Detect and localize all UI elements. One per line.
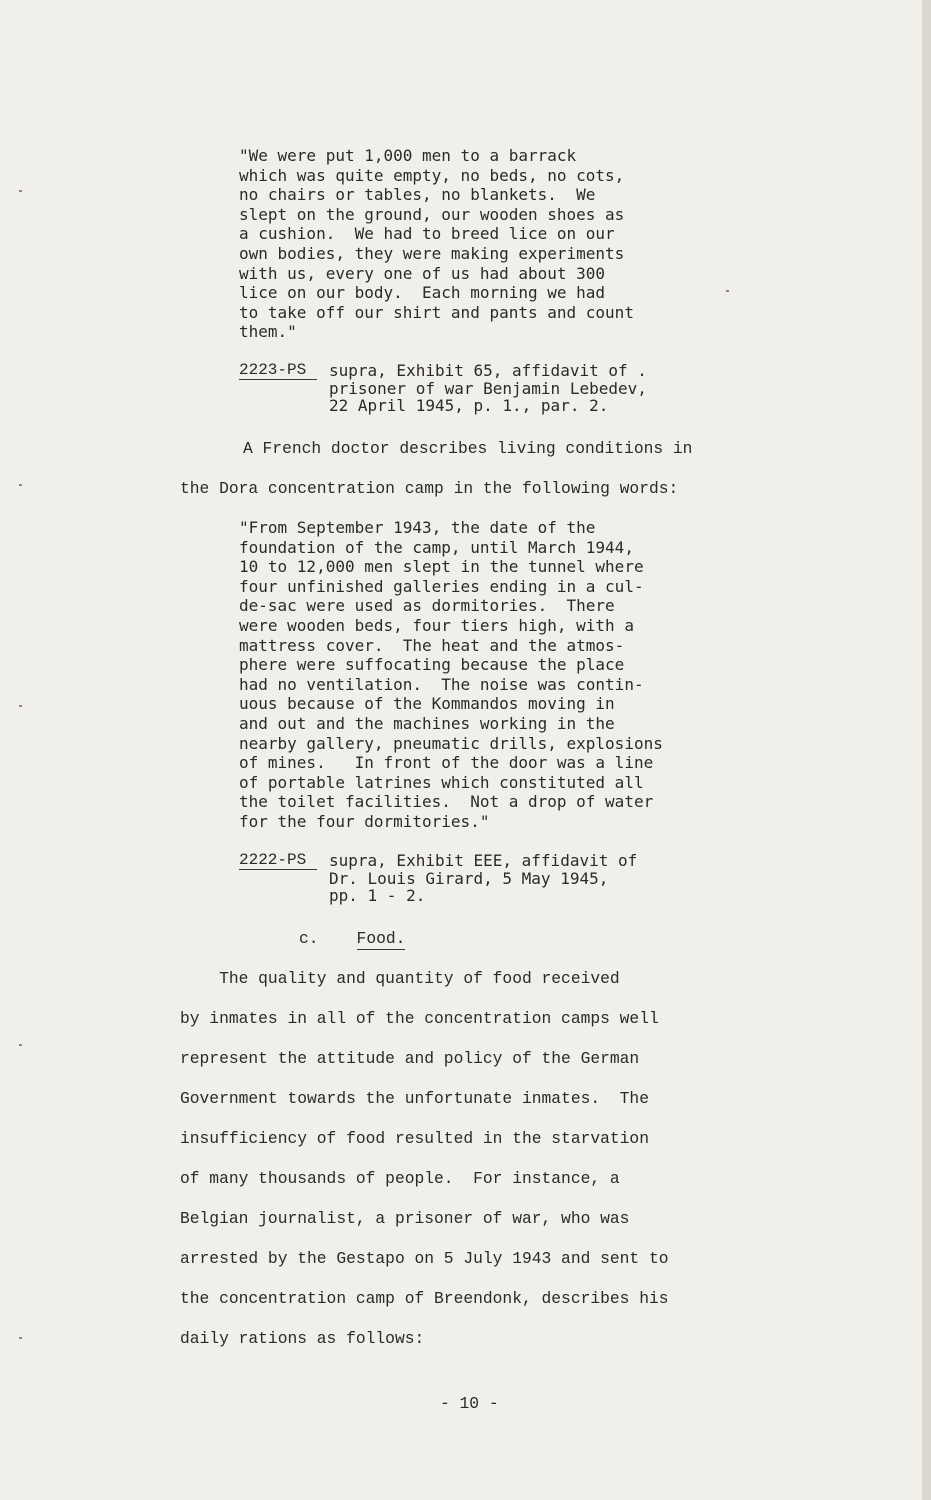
quote-line: "From September 1943, the date of the (239, 518, 596, 537)
quote-line: no chairs or tables, no blankets. We (239, 185, 596, 205)
margin-dot (19, 190, 22, 192)
quote-line: 10 to 12,000 men slept in the tunnel where (239, 557, 644, 577)
quote-line: of mines. In front of the door was a line (239, 753, 654, 773)
body-line: daily rations as follows: (180, 1329, 425, 1348)
quote-line: them." (239, 322, 297, 342)
citation-reference: 2222-PS (239, 852, 317, 870)
quote-line: lice on our body. Each morning we had (239, 283, 606, 303)
quote-line: uous because of the Kommandos moving in (239, 694, 615, 714)
quote-line: slept on the ground, our wooden shoes as (239, 204, 625, 224)
citation-line: supra, Exhibit 65, affidavit of . (329, 361, 647, 380)
section-heading (299, 929, 405, 950)
body-line: The quality and quantity of food received (180, 969, 620, 988)
margin-dot (19, 1044, 22, 1046)
citation-line: Dr. Louis Girard, 5 May 1945, (329, 868, 609, 888)
body-line: insufficiency of food resulted in the starvation (180, 1129, 649, 1148)
quote-line: were wooden beds, four tiers high, with a (239, 615, 634, 635)
quote-line: for the four dormitories." (239, 811, 490, 831)
citation-line: 22 April 1945, p. 1., par. 2. (329, 396, 609, 415)
citation-line: pp. 1 - 2. (329, 886, 426, 905)
body-line: represent the attitude and policy of the German (180, 1049, 640, 1068)
quote-line: foundation of the camp, until March 1944, (239, 537, 634, 557)
quote-line: a cushion. We had to breed lice on our (239, 224, 615, 244)
quote-line: which was quite empty, no beds, no cots, (239, 165, 625, 185)
body-line: Belgian journalist, a prisoner of war, who was (180, 1209, 630, 1228)
quote-girard (239, 518, 759, 832)
intro-line-1: A French doctor describes living conditions in (243, 439, 693, 458)
quote-line: "We were put 1,000 men to a barrack (239, 146, 577, 165)
intro-line-2: the Dora concentration camp in the following words: (180, 479, 679, 498)
quote-lebedev (239, 146, 759, 342)
citation-girard (239, 852, 637, 905)
page-number: - 10 - (440, 1394, 499, 1413)
citation-line: prisoner of war Benjamin Lebedev, (329, 378, 647, 398)
margin-dot (726, 290, 729, 292)
section-title: Food. (356, 929, 406, 948)
citation-lebedev (239, 362, 647, 415)
citation-reference: 2223-PS (239, 362, 317, 380)
margin-dot (19, 705, 22, 707)
quote-line: phere were suffocating because the place (239, 655, 625, 675)
quote-line: had no ventilation. The noise was contin- (239, 674, 644, 694)
quote-line: of portable latrines which constituted all (239, 772, 644, 792)
citation-line: supra, Exhibit EEE, affidavit of (329, 851, 638, 870)
body-line: by inmates in all of the concentration camps well (180, 1009, 659, 1028)
quote-line: the toilet facilities. Not a drop of water (239, 792, 654, 812)
body-line: arrested by the Gestapo on 5 July 1943 and sent to (180, 1249, 669, 1268)
quote-line: with us, every one of us had about 300 (239, 263, 606, 283)
quote-line: four unfinished galleries ending in a cul- (239, 576, 644, 596)
margin-dot (19, 484, 22, 486)
quote-line: to take off our shirt and pants and count (239, 302, 634, 322)
quote-line: mattress cover. The heat and the atmos- (239, 635, 625, 655)
quote-line: and out and the machines working in the (239, 713, 615, 733)
body-line: the concentration camp of Breendonk, describes his (180, 1289, 669, 1308)
quote-line: nearby gallery, pneumatic drills, explosions (239, 733, 663, 753)
body-line: of many thousands of people. For instance, a (180, 1169, 620, 1188)
page-edge (922, 0, 931, 1500)
body-line: Government towards the unfortunate inmates. The (180, 1089, 649, 1108)
quote-line: de-sac were used as dormitories. There (239, 596, 615, 616)
margin-dot (19, 1337, 22, 1339)
quote-line: own bodies, they were making experiments (239, 243, 625, 263)
section-letter: c. (299, 929, 319, 948)
